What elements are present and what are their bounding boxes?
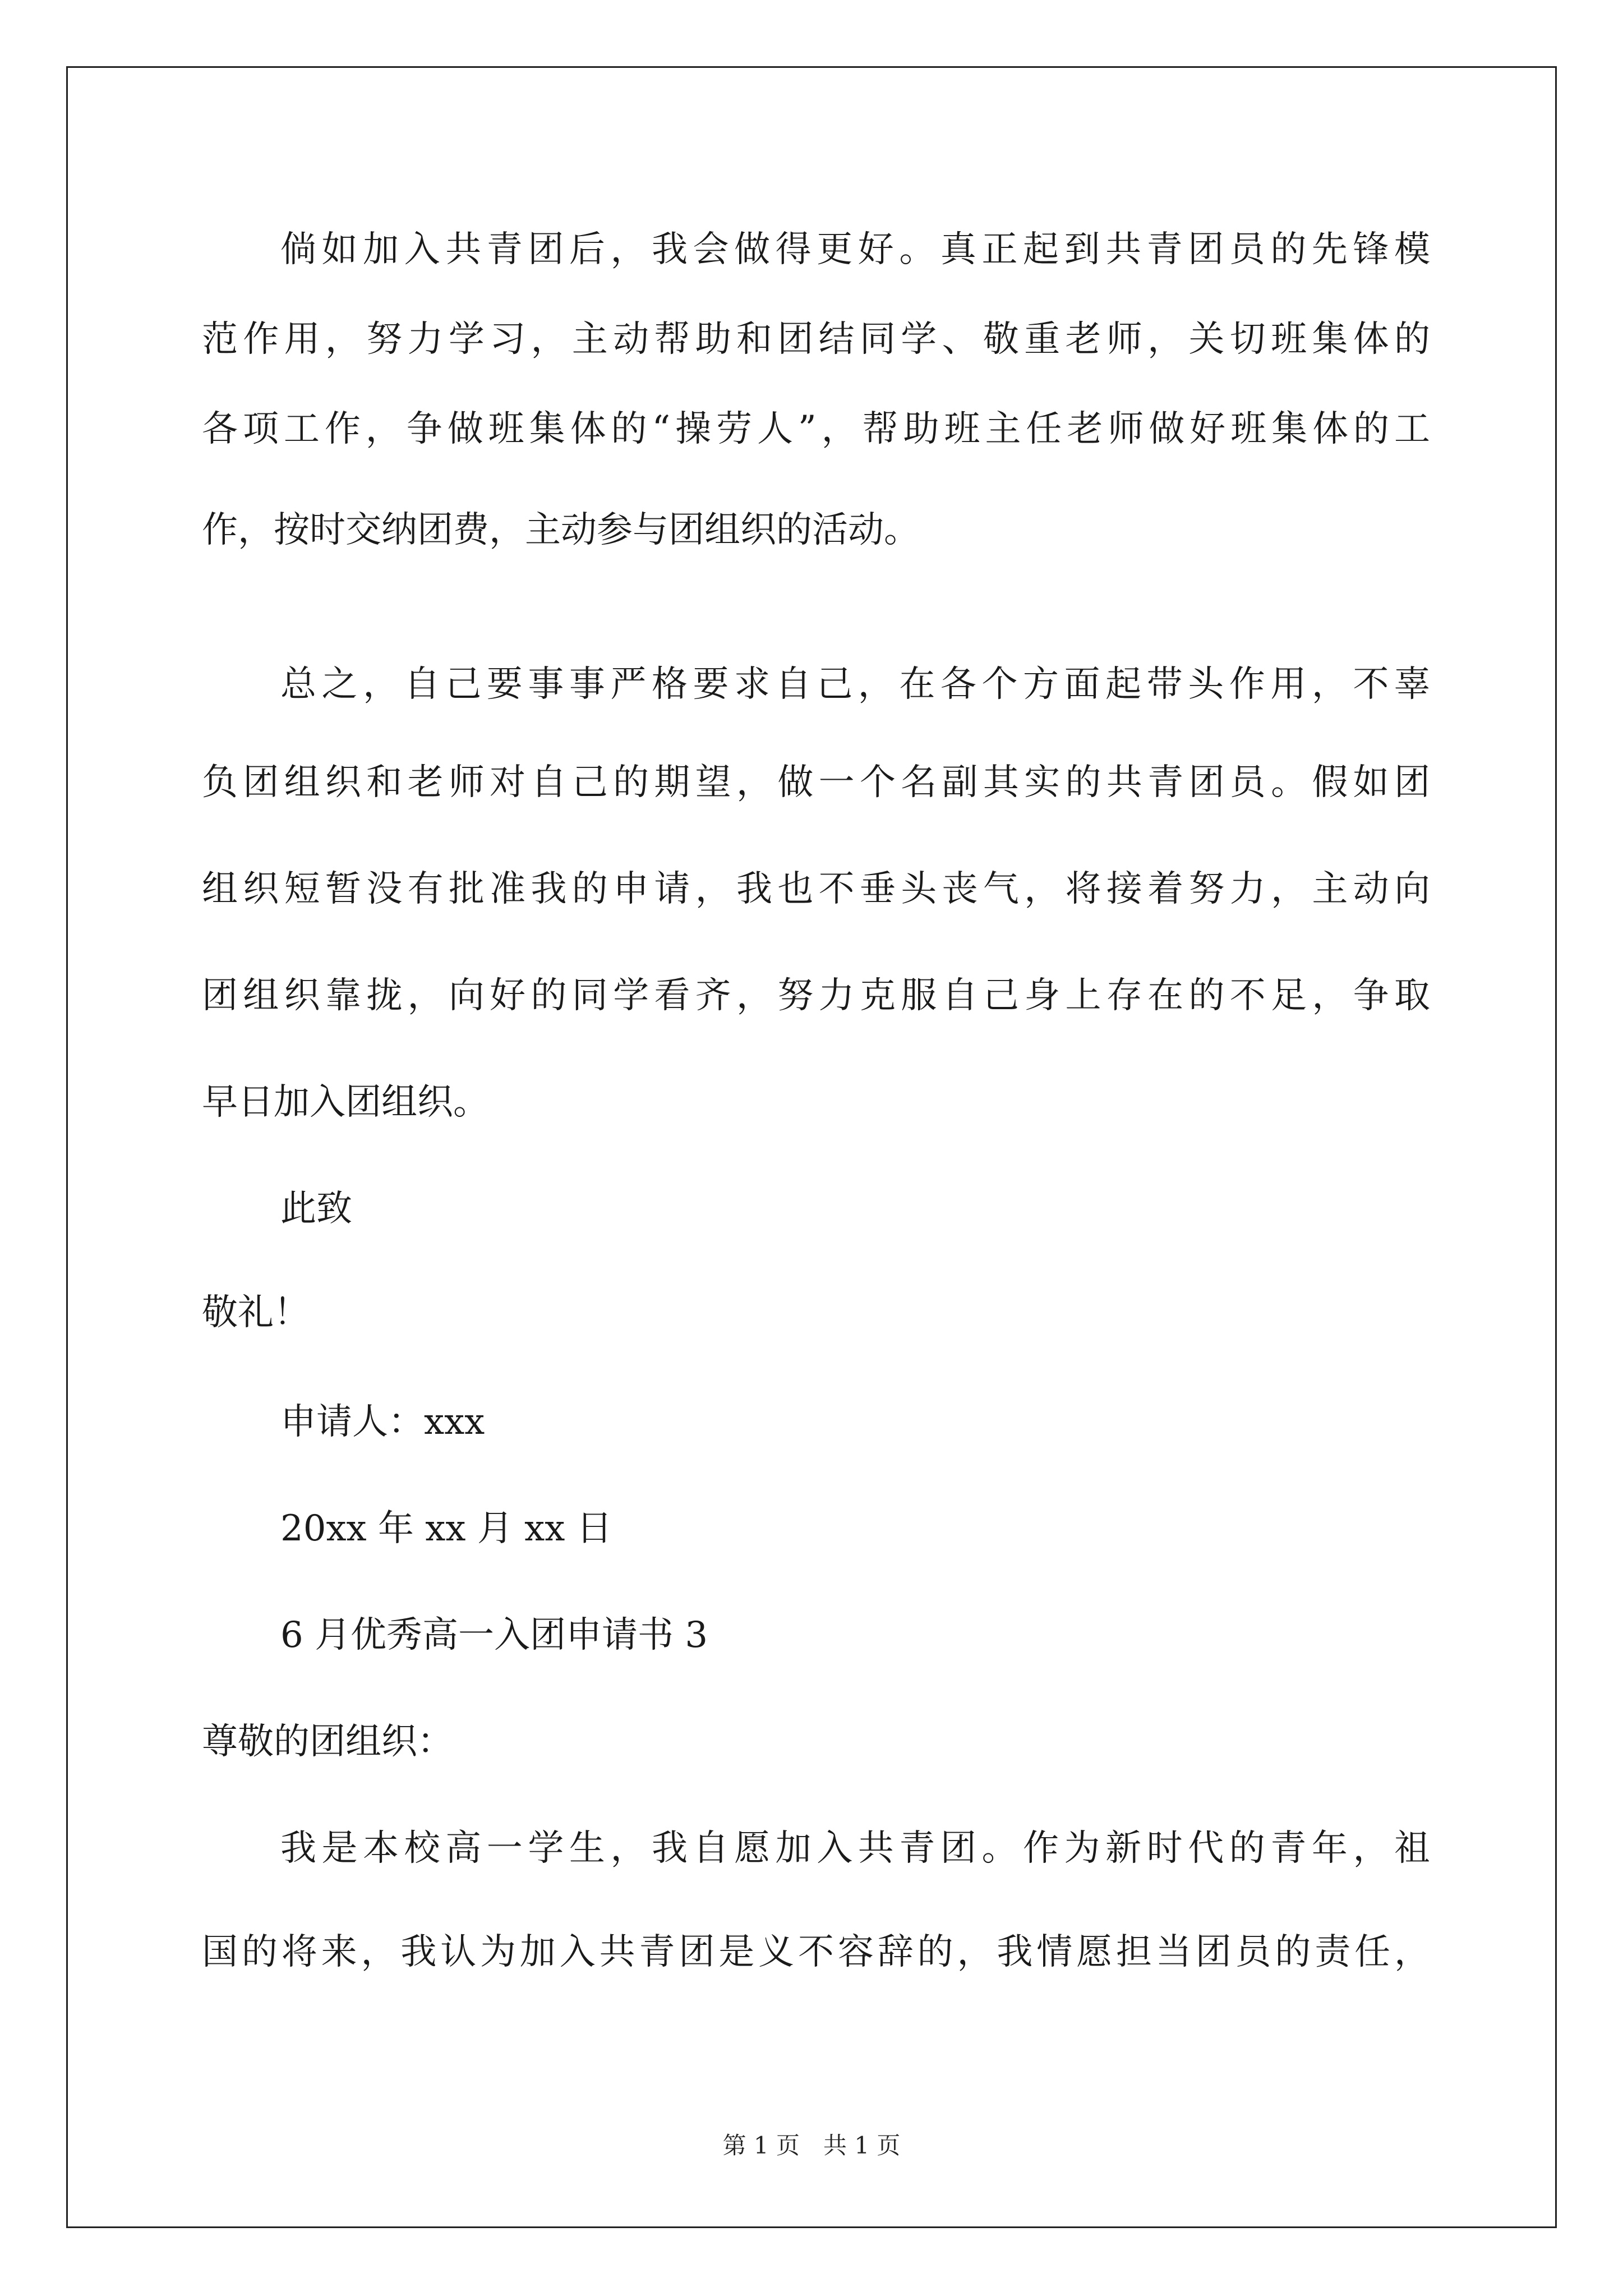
paragraph-2-line-3: 组织短暂没有批准我的申请，我也不垂头丧气，将接着努力，主动向 — [202, 868, 1430, 910]
paragraph-3-line-2: 国的将来，我认为加入共青团是义不容辞的，我情愿担当团员的责任， — [202, 1931, 1430, 1973]
paragraph-2-line-2: 负团组织和老师对自己的期望，做一个名副其实的共青团员。假如团 — [202, 762, 1430, 803]
paragraph-2-line-4: 团组织靠拢，向好的同学看齐，努力克服自己身上存在的不足，争取 — [202, 975, 1430, 1016]
closing-salutation: 此致 — [280, 1188, 352, 1230]
paragraph-1-line-2: 范作用，努力学习，主动帮助和团结同学、敬重老师，关切班集体的 — [202, 319, 1430, 360]
paragraph-1-line-1: 倘如加入共青团后，我会做得更好。真正起到共青团员的先锋模 — [280, 229, 1430, 270]
application-date: 20xx 年 xx 月 xx 日 — [280, 1508, 612, 1549]
paragraph-1-line-3: 各项工作，争做班集体的“操劳人”，帮助班主任老师做好班集体的工 — [202, 408, 1430, 450]
paragraph-2-line-5: 早日加入团组织。 — [202, 1082, 489, 1123]
section-title: 6 月优秀高一入团申请书 3 — [280, 1614, 708, 1656]
page-border — [66, 66, 1557, 2228]
paragraph-3-line-1: 我是本校高一学生，我自愿加入共青团。作为新时代的青年，祖 — [280, 1828, 1430, 1869]
page-footer: 第 1 页 共 1 页 — [722, 2132, 901, 2159]
paragraph-1-line-4: 作，按时交纳团费，主动参与团组织的活动。 — [202, 509, 920, 551]
greeting: 尊敬的团组织： — [202, 1721, 453, 1763]
paragraph-2-line-1: 总之，自己要事事严格要求自己，在各个方面起带头作用，不辜 — [280, 664, 1430, 705]
closing-regards: 敬礼！ — [202, 1292, 310, 1333]
applicant-signature: 申请人：xxx — [280, 1401, 485, 1443]
